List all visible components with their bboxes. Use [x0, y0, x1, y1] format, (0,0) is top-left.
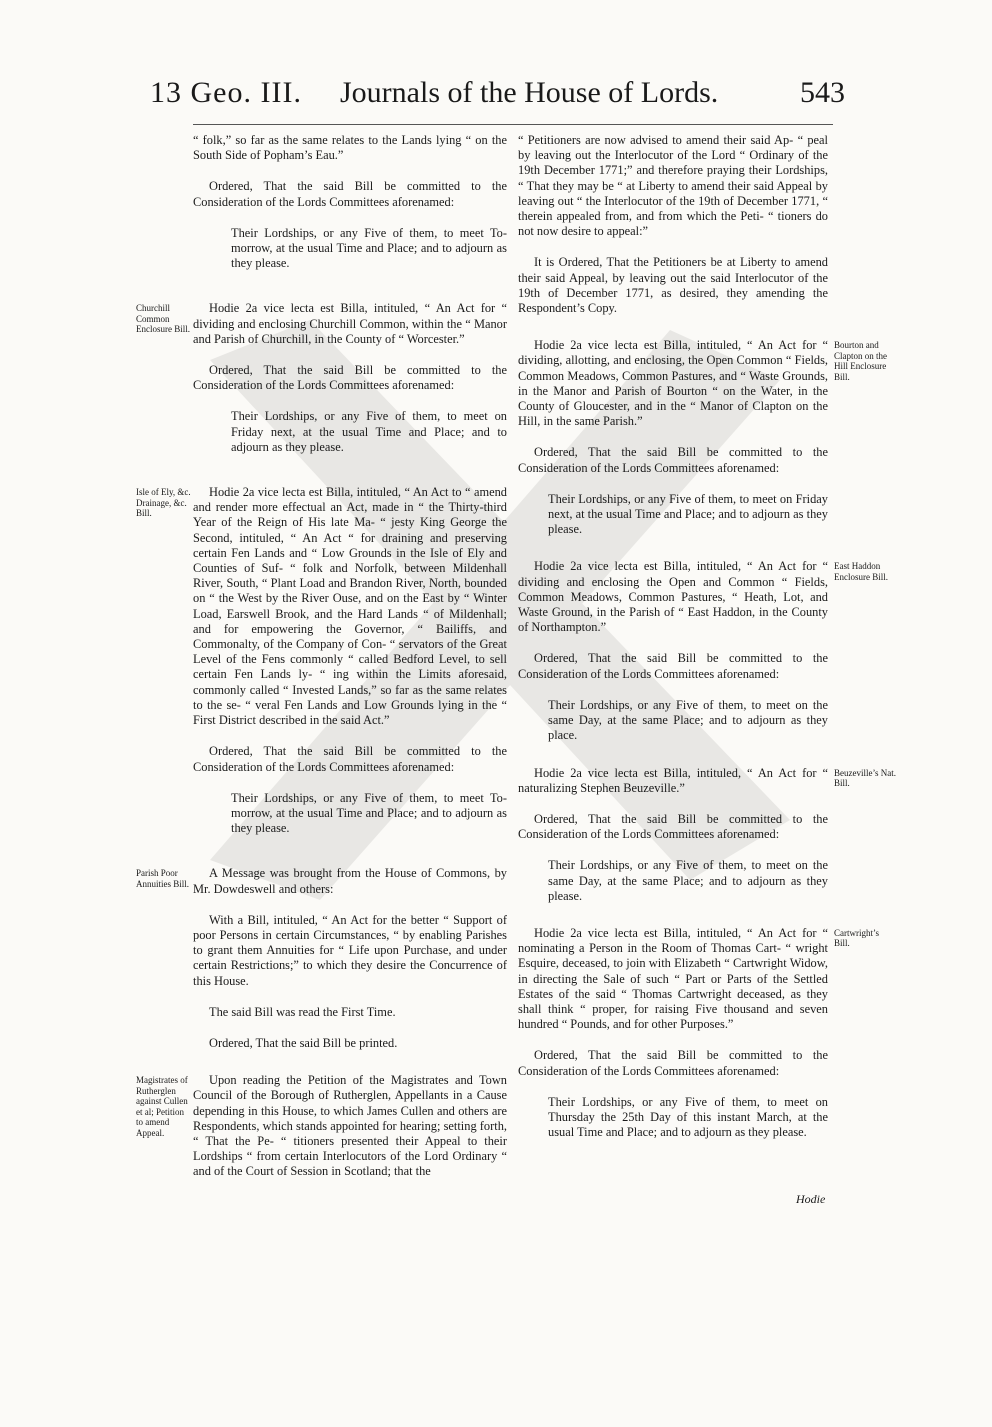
left-column — [136, 133, 507, 1196]
header-rule — [193, 124, 833, 125]
paragraph: A Message was brought from the House of Commons, by Mr. Dowdeswell and others: — [193, 866, 507, 896]
right-column — [518, 133, 896, 1156]
session-label: 13 Geo. III. — [150, 76, 302, 109]
paragraph: Their Lordships, or any Five of them, to meet To-morrow, at the usual Time and Place; and to adjourn as they please. — [231, 790, 507, 836]
page-number: 543 — [800, 76, 845, 109]
margin-note: Bourton and Clapton on the Hill Enclosure Bill. — [834, 340, 887, 382]
paragraph: Hodie 2a vice lecta est Billa, intituled, “ An Act for “ dividing, allotting, and enclosing, the Open Common “ Fields, Common Meadows, Common Pastures, and “ Waste Grounds, in the Manor and Parish of Bourton “ on the Water, in the County of Gloucester, and in the “ Manor of Clapton on the Hill, in the same Parish.” — [518, 338, 828, 429]
paragraph: Ordered, That the said Bill be committed to the Consideration of the Lords Committees aforenamed: — [518, 445, 828, 475]
bourton-entry — [518, 338, 887, 537]
cartwright-entry — [518, 925, 879, 1140]
paragraph: Their Lordships, or any Five of them, to meet on the same Day, at the same Place; and to adjourn as they place. — [548, 697, 828, 743]
margin-note: Parish Poor Annuities Bill. — [136, 868, 190, 889]
poor-annuities-entry — [136, 866, 507, 1051]
margin-note: East Haddon Enclosure Bill. — [834, 561, 888, 582]
rutherglen-entry — [136, 1073, 507, 1179]
paragraph: It is Ordered, That the Petitioners be at Liberty to amend their said Appeal, by leaving out the said Interlocutor of the 19th of December 1771, as desired, they amending the Respondent’s Copy. — [518, 255, 828, 316]
paragraph: Ordered, That the said Bill be committed to the Consideration of the Lords Committees aforenamed: — [193, 363, 507, 393]
margin-note: Churchill Common Enclosure Bill. — [136, 303, 190, 335]
paragraph: Their Lordships, or any Five of them, to meet on Friday next, at the usual Time and Place; and to adjourn as they please. — [231, 409, 507, 454]
journal-title: Journals of the House of Lords. — [340, 76, 719, 109]
paragraph: Upon reading the Petition of the Magistrates and Town Council of the Borough of Rutherglen, Appellants in a Cause depending in this House, to which James Cullen and others are Respondents, which stands appointed for hearing; setting forth, “ That the Pe- “ titioners presented their Appeal to their Lordships “ from certain Interlocutors of the Lord Ordinary “ and of the Court of Session in Scotland; that the — [193, 1073, 507, 1179]
paragraph: Ordered, That the said Bill be committed to the Consideration of the Lords Committees aforenamed: — [193, 179, 507, 209]
paragraph: Their Lordships, or any Five of them, to meet on the same Day, at the same Place; and to adjourn as they please. — [548, 858, 828, 903]
paragraph: Hodie 2a vice lecta est Billa, intituled, “ An Act for “ dividing and enclosing Churchill Common, within the “ Manor and Parish of Churchill, in the County of “ Worcester.” — [193, 301, 507, 346]
paragraph: Ordered, That the said Bill be committed to the Consideration of the Lords Committees aforenamed: — [518, 1048, 828, 1078]
paragraph: Ordered, That the said Bill be committed to the Consideration of the Lords Committees aforenamed: — [193, 744, 507, 774]
paragraph: With a Bill, intituled, “ An Act for the better “ Support of poor Persons in certain Circumstances, “ by enabling Parishes to grant them Annuities for “ Life upon Purchase, and under certain Restrictions;” to which they desire the Concurrence of this House. — [193, 912, 507, 988]
east-haddon-entry — [518, 559, 888, 743]
churchill-entry — [136, 301, 507, 455]
paragraph: Ordered, That the said Bill be committed to the Consideration of the Lords Committees aforenamed: — [518, 811, 828, 842]
paragraph: Hodie 2a vice lecta est Billa, intituled, “ An Act for “ naturalizing Stephen Beuzeville.” — [518, 765, 828, 795]
catchword: Hodie — [796, 1192, 826, 1206]
paragraph: Their Lordships, or any Five of them, to meet on Friday next, at the usual Time and Place; and to adjourn as they please. — [548, 491, 828, 537]
margin-note: Beuzeville’s Nat. Bill. — [834, 767, 896, 788]
beuzeville-entry — [518, 765, 896, 904]
margin-note: Magistrates of Rutherglen against Cullen et al; Petition to amend Appeal. — [136, 1075, 188, 1138]
paragraph: Their Lordships, or any Five of them, to meet on Thursday the 25th Day of this instant March, at the usual Time and Place; and to adjourn as they please. — [548, 1094, 828, 1140]
paragraph: The said Bill was read the First Time. — [209, 1004, 396, 1019]
margin-note: Cartwright’s Bill. — [834, 927, 879, 949]
paragraph: Hodie 2a vice lecta est Billa, intituled, “ An Act to “ amend and render more effectual an Act, made in “ the Thirty-third Year of the Reign of His late Ma- “ jesty King George the Second, intituled, “ An Act “ for draining and preserving certain Fen Lands and “ Low Grounds in the Isle of Ely and Counties of Suf- “ folk and Norfolk, between Mildenhall River, South, “ Plant Load and Brandon River, North, bounded on “ the West by the River Ouse, and on the East by “ Winter Load, Earswell Brook, and the Hard Lands “ of Mildenhall; and for empowering the Governor, “ Bailiffs, and Commonalty, of the Company of Con- “ servators of the Great Level of the Fens commonly “ called Bedford Level, to sell certain Fen Lands ly- “ ing within the Limits aforesaid, commonly called “ Invested Lands,” so far as the same relates to the se- “ veral Fen Lands and Low Grounds lying in the “ First District described in the said Act.” — [193, 485, 507, 728]
paragraph: Ordered, That the said Bill be printed. — [209, 1035, 398, 1050]
paragraph: “ folk,” so far as the same relates to the Lands lying “ on the South Side of Popham’s Eau.” — [193, 133, 507, 163]
paragraph: Hodie 2a vice lecta est Billa, intituled, “ An Act for “ nominating a Person in the Room of Thomas Cart- “ wright Esquire, deceased, to join with Elizabeth “ Cartwright Widow, in directing the Sale of such “ Part or Parts of the Settled Estates of the said “ Thomas Cartwright deceased, as they shall think “ proper, for raising Five thousand and seven hundred “ Pounds, and for other Purposes.” — [518, 925, 828, 1032]
paragraph: “ Petitioners are now advised to amend their said Ap- “ peal by leaving out the Interlocutor of the Lord “ Ordinary of the 19th December 1771;” and therefore praying their Lordships, “ That they may be “ at Liberty to amend their said Appeal by leaving out “ the Interlocutor of the 19th of December 1771, “ therein appealed from, and from which the Peti- “ tioners do not now desire to appeal:” — [518, 133, 828, 239]
margin-note: Isle of Ely, &c. Drainage, &c. Bill. — [136, 487, 191, 519]
paragraph: Hodie 2a vice lecta est Billa, intituled, “ An Act for “ dividing and enclosing the Open and Common “ Fields, Common Meadows, Common Pastures, “ Heath, Lot, and Waste Ground, in the Parish of “ East Haddon, in the County of Northampton.” — [518, 559, 828, 635]
paragraph: Ordered, That the said Bill be committed to the Consideration of the Lords Committees aforenamed: — [518, 651, 828, 681]
ely-entry — [136, 485, 507, 836]
page-header — [0, 76, 992, 126]
paragraph: Their Lordships, or any Five of them, to meet To-morrow, at the usual Time and Place; and to adjourn as they please. — [231, 225, 507, 271]
